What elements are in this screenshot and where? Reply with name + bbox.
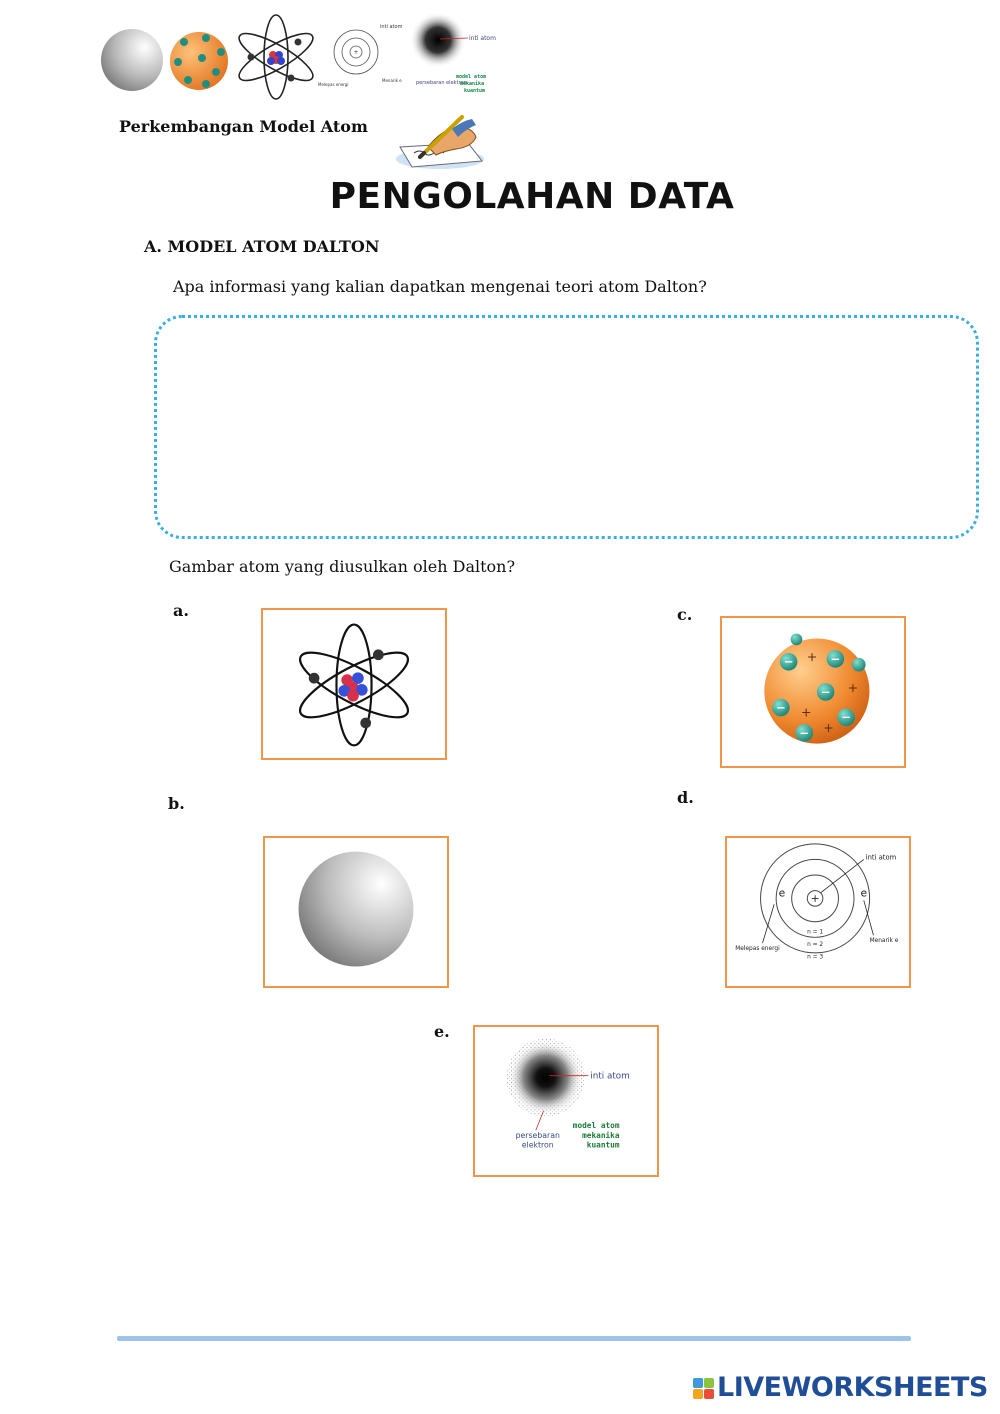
writing-hand-icon <box>390 113 490 173</box>
option-d-image[interactable] <box>725 836 911 988</box>
svg-text:−: − <box>775 700 786 715</box>
rutherford-atom-icon <box>263 610 445 758</box>
quantum-model-label-1: model atom <box>572 1121 620 1131</box>
svg-text:−: − <box>841 710 851 725</box>
page-title: PENGOLAHAN DATA <box>329 176 735 217</box>
question-dalton-image: Gambar atom yang diusulkan oleh Dalton? <box>169 557 516 576</box>
bohr-release-label: Melepas energi <box>735 945 780 952</box>
svg-text:+: + <box>806 648 818 664</box>
thomson-plum-pudding-icon <box>722 618 904 766</box>
quantum-atom-icon <box>475 1027 657 1175</box>
option-e-image[interactable] <box>473 1025 659 1177</box>
rutherford-thumb <box>236 12 316 102</box>
bohr-nucleus-sign: + <box>810 892 820 906</box>
option-a-label: a. <box>173 601 189 620</box>
bohr-shell-1: n = 1 <box>807 929 824 936</box>
option-d-label: d. <box>677 788 694 807</box>
quantum-model-label-3: kuantum <box>586 1140 620 1150</box>
svg-text:−: − <box>783 654 794 669</box>
bohr-attract-label: Menarik e <box>869 938 899 945</box>
quantum-thumb-spread-label: persebaran elektron <box>416 80 467 86</box>
option-c-label: c. <box>677 605 693 624</box>
section-heading: A. MODEL ATOM DALTON <box>144 237 380 256</box>
quantum-model-label-2: mekanika <box>582 1131 620 1140</box>
bohr-electron-left: e <box>778 886 786 900</box>
svg-text:+: + <box>353 49 359 56</box>
thomson-thumb <box>166 28 232 94</box>
svg-text:−: − <box>820 684 831 699</box>
bohr-thumb-release-label: Melepas energi <box>318 82 349 87</box>
bohr-thumb <box>318 20 402 94</box>
bohr-atom-icon <box>727 838 909 986</box>
svg-text:+: + <box>823 719 834 735</box>
option-b-image[interactable] <box>263 836 449 988</box>
brand-name: LIVEWORKSHEETS <box>717 1372 988 1403</box>
quantum-spread-label-2: elektron <box>521 1140 554 1150</box>
option-a-image[interactable] <box>261 608 447 760</box>
svg-text:−: − <box>799 725 810 740</box>
svg-text:kuantum: kuantum <box>464 88 486 94</box>
option-c-image[interactable] <box>720 616 906 768</box>
quantum-spread-label-1: persebaran <box>515 1131 560 1140</box>
atom-models-strip <box>98 10 508 104</box>
quantum-thumb-core-label: inti atom <box>469 35 496 42</box>
dalton-sphere-thumb <box>100 28 164 92</box>
footer-divider <box>117 1336 911 1341</box>
bohr-core-label: inti atom <box>865 853 897 862</box>
svg-text:−: − <box>830 651 841 666</box>
option-e-label: e. <box>434 1022 450 1041</box>
bohr-shell-2: n = 2 <box>807 942 824 949</box>
svg-text:+: + <box>847 680 859 695</box>
bohr-shell-3: n = 3 <box>807 954 824 961</box>
quantum-thumb <box>408 10 508 100</box>
svg-text:mekanika: mekanika <box>460 81 485 87</box>
svg-text:model atom: model atom <box>456 74 487 80</box>
bohr-electron-right: e <box>860 886 868 900</box>
answer-input-box[interactable] <box>154 315 979 539</box>
liveworksheets-brand[interactable] <box>693 1372 993 1408</box>
question-dalton-info: Apa informasi yang kalian dapatkan mengenai teori atom Dalton? <box>173 277 707 296</box>
bohr-thumb-core-label: inti atom <box>380 24 402 30</box>
header-caption: Perkembangan Model Atom <box>119 117 368 136</box>
liveworksheets-logo-icon <box>693 1378 715 1400</box>
svg-text:+: + <box>800 704 812 720</box>
bohr-thumb-attract-label: Menarik e <box>382 78 402 83</box>
option-b-label: b. <box>168 794 185 813</box>
dalton-sphere-icon <box>265 838 447 986</box>
quantum-core-label: inti atom <box>590 1071 630 1082</box>
